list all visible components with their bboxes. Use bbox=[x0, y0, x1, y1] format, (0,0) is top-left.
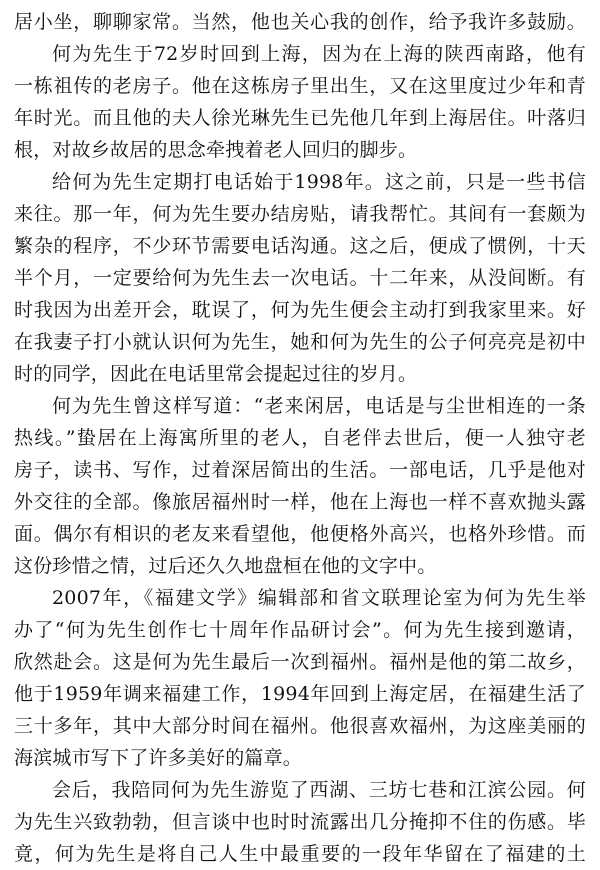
text-line: 繁杂的程序，不少环节需要电话沟通。这之后，便成了惯例，十天 bbox=[14, 235, 586, 257]
text-line: 来往。那一年，何为先生要办结房贴，请我帮忙。其间有一套颇为 bbox=[14, 203, 586, 225]
text-line: 为先生兴致勃勃，但言谈中也时时流露出几分掩抑不住的伤感。毕 bbox=[14, 811, 586, 833]
paragraph-first-line: 2007年，《福建文学》编辑部和省文联理论室为何为先生举 bbox=[52, 587, 586, 609]
text-line: 热线。”蛰居在上海寓所里的老人，自老伴去世后，便一人独守老 bbox=[14, 427, 586, 449]
text-line: 面。偶尔有相识的老友来看望他，他便格外高兴，也格外珍惜。而 bbox=[14, 523, 586, 545]
text-line: 时我因为出差开会，耽误了，何为先生便会主动打到我家里来。好 bbox=[14, 299, 586, 321]
text-line: 办了“何为先生创作七十周年作品研讨会”。何为先生接到邀请， bbox=[14, 619, 586, 641]
paragraph-last-line: 根，对故乡故居的思念牵拽着老人回归的脚步。 bbox=[14, 139, 418, 161]
paragraph-first-line: 何为先生曾这样写道：“老来闲居，电话是与尘世相连的一条 bbox=[52, 395, 586, 417]
text-line: 居小坐，聊聊家常。当然，他也关心我的创作，给予我许多鼓励。 bbox=[14, 11, 586, 33]
paragraph-last-line: 海滨城市写下了许多美好的篇章。 bbox=[14, 747, 303, 769]
text-line: 房子，读书、写作，过着深居简出的生活。一部电话，几乎是他对 bbox=[14, 459, 586, 481]
paragraph-last-line: 时的同学，因此在电话里常会提起过往的岁月。 bbox=[14, 363, 418, 385]
paragraph-first-line: 会后，我陪同何为先生游览了西湖、三坊七巷和江滨公园。何 bbox=[52, 779, 586, 801]
text-line: 欣然赴会。这是何为先生最后一次到福州。福州是他的第二故乡， bbox=[14, 651, 586, 673]
text-line: 半个月，一定要给何为先生去一次电话。十二年来，从没间断。有 bbox=[14, 267, 586, 289]
text-line: 竟，何为先生是将自己人生中最重要的一段年华留在了福建的土 bbox=[14, 843, 586, 865]
paragraph-last-line: 这份珍惜之情，过后还久久地盘桓在他的文字中。 bbox=[14, 555, 437, 577]
paragraph-first-line: 何为先生于72岁时回到上海，因为在上海的陕西南路，他有 bbox=[52, 43, 586, 65]
paragraph-first-line: 给何为先生定期打电话始于1998年。这之前，只是一些书信 bbox=[52, 171, 586, 193]
text-line: 外交往的全部。像旅居福州时一样，他在上海也一样不喜欢抛头露 bbox=[14, 491, 586, 513]
text-line: 一栋祖传的老房子。他在这栋房子里出生，又在这里度过少年和青 bbox=[14, 75, 586, 97]
text-line: 在我妻子打小就认识何为先生，她和何为先生的公子何亮亮是初中 bbox=[14, 331, 586, 353]
text-line: 三十多年，其中大部分时间在福州。他很喜欢福州，为这座美丽的 bbox=[14, 715, 586, 737]
text-line: 他于1959年调来福建工作，1994年回到上海定居，在福建生活了 bbox=[14, 683, 586, 705]
text-line: 年时光。而且他的夫人徐光琳先生已先他几年到上海居住。叶落归 bbox=[14, 107, 586, 129]
